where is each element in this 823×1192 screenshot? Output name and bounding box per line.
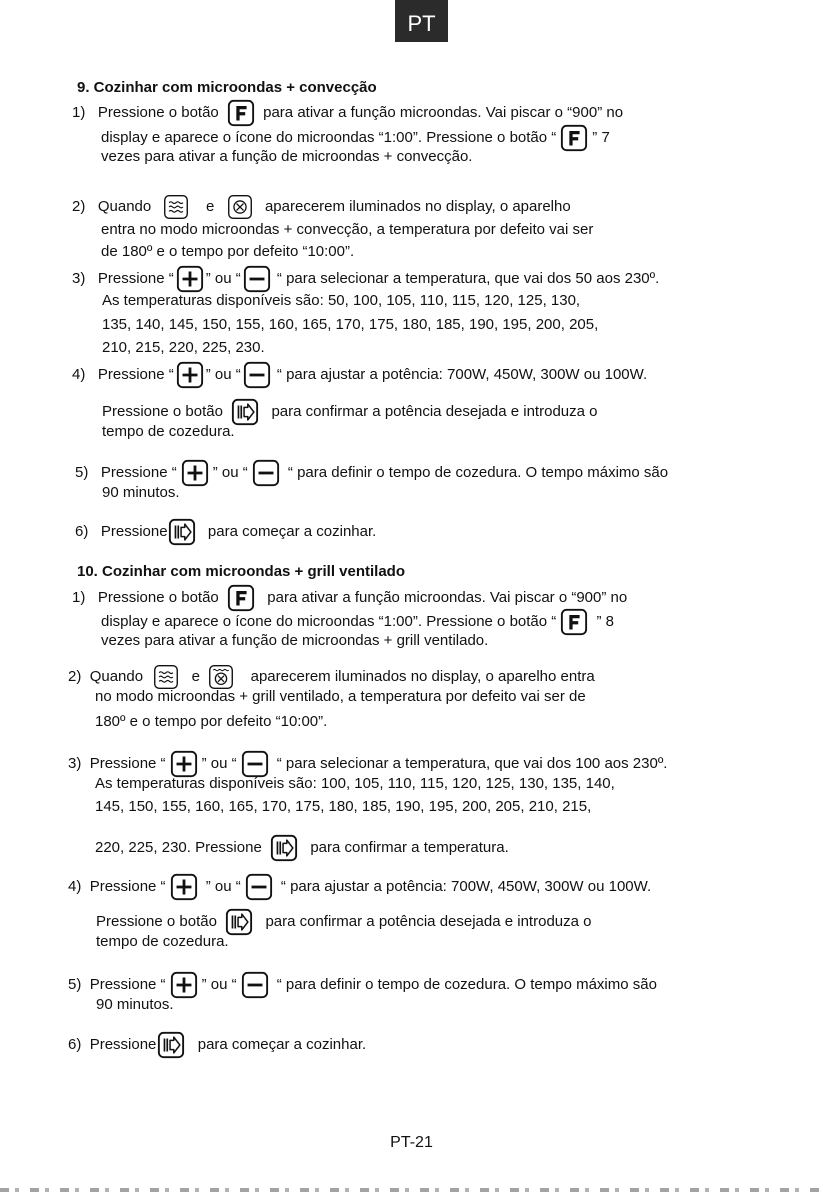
language-tab: PT (395, 0, 448, 42)
step-number: 1) (72, 103, 86, 121)
s9-step-2 (72, 194, 571, 220)
step-number: 2) (68, 667, 82, 685)
step-text: Pressione o botão (97, 103, 219, 121)
step-text: Quando (89, 667, 144, 685)
s9-step-2-line3: de 180º e o tempo por defeito “10:00”. (101, 243, 355, 260)
s9-step-3 (72, 265, 659, 293)
minus-button-icon (252, 459, 280, 487)
step-text: ” ou “ (205, 269, 241, 287)
step-number: 3) (72, 269, 86, 287)
step-text: para começar a cozinhar. (197, 1035, 367, 1053)
step-text: ” ou “ (205, 877, 241, 895)
start-confirm-button-icon (225, 908, 253, 936)
step-text: Quando (97, 197, 152, 215)
step-text: ” ou “ (212, 463, 248, 481)
step-text: Pressione “ (89, 877, 166, 895)
function-button-icon (560, 608, 588, 636)
minus-button-icon (243, 265, 271, 293)
s10-step-1-line3: vezes para ativar a função de microondas + grill ventilado. (101, 632, 489, 649)
plus-button-icon (176, 361, 204, 389)
s9-step-4 (72, 361, 647, 389)
step-number: 2) (72, 197, 86, 215)
step-text: ” 7 (592, 128, 610, 146)
s9-step-1 (72, 99, 623, 127)
start-confirm-button-icon (157, 1031, 185, 1059)
step-text: para começar a cozinhar. (207, 522, 377, 540)
step-text: Pressione “ (100, 463, 177, 481)
step-text: aparecerem iluminados no display, o aparelho entra (250, 667, 595, 685)
s10-step-3-line2: As temperaturas disponíveis são: 100, 105, 110, 115, 120, 125, 130, 135, 140, (95, 775, 615, 792)
step-text: ” 8 (596, 612, 614, 630)
minus-button-icon (245, 873, 273, 901)
s9-step-3-line3: 135, 140, 145, 150, 155, 160, 165, 170, 175, 180, 185, 190, 195, 200, 205, (102, 316, 599, 333)
step-text: “ para selecionar a temperatura, que vai dos 50 aos 230º. (276, 269, 660, 287)
s10-step-3-line3: 145, 150, 155, 160, 165, 170, 175, 180, 185, 190, 195, 200, 205, 210, 215, (95, 798, 592, 815)
minus-button-icon (241, 971, 269, 999)
step-text: “ para selecionar a temperatura, que vai dos 100 aos 230º. (276, 754, 668, 772)
scan-artifact (0, 1188, 823, 1192)
step-text: ” ou “ (205, 365, 241, 383)
step-text: ” ou “ (201, 975, 237, 993)
function-button-icon (227, 99, 255, 127)
step-text: Pressione “ (97, 365, 174, 383)
s9-step-1-line3: vezes para ativar a função de microondas + convecção. (101, 148, 473, 165)
step-number: 6) (68, 1035, 82, 1053)
step-text: para confirmar a potência desejada e introduza o (271, 402, 598, 420)
microwave-waves-icon (163, 194, 189, 220)
start-confirm-button-icon (270, 834, 298, 862)
step-text: para confirmar a potência desejada e introduza o (265, 912, 592, 930)
s9-step-3-line2: As temperaturas disponíveis são: 50, 100, 105, 110, 115, 120, 125, 130, (102, 292, 581, 309)
plus-button-icon (170, 873, 198, 901)
step-text: para confirmar a temperatura. (310, 838, 509, 856)
s9-step-6 (75, 518, 376, 546)
page-number: PT-21 (390, 1134, 433, 1151)
step-number: 4) (68, 877, 82, 895)
plus-button-icon (170, 971, 198, 999)
step-number: 4) (72, 365, 86, 383)
step-text: “ para ajustar a potência: 700W, 450W, 300W ou 100W. (280, 877, 652, 895)
function-button-icon (560, 124, 588, 152)
s9-step-3-line4: 210, 215, 220, 225, 230. (102, 339, 265, 356)
s9-step-5-line2: 90 minutos. (102, 484, 180, 501)
step-text: Pressione “ (97, 269, 174, 287)
section-9-title: 9. Cozinhar com microondas + convecção (77, 79, 377, 96)
s10-step-6 (68, 1031, 366, 1059)
step-text: Pressione o botão (96, 912, 217, 930)
s10-step-5-line2: 90 minutos. (96, 996, 174, 1013)
s10-step-3-line4 (95, 834, 509, 862)
step-text: “ para ajustar a potência: 700W, 450W, 300W ou 100W. (276, 365, 648, 383)
step-text: ” ou “ (201, 754, 237, 772)
step-number: 6) (75, 522, 89, 540)
plus-button-icon (181, 459, 209, 487)
step-text: “ para definir o tempo de cozedura. O tempo máximo são (276, 975, 657, 993)
step-text: Pressione (100, 522, 168, 540)
s10-step-2-line2: no modo microondas + grill ventilado, a temperatura por defeito vai ser de (95, 688, 586, 705)
minus-button-icon (243, 361, 271, 389)
step-text: display e aparece o ícone do microondas “1:00”. Pressione o botão “ (101, 612, 557, 630)
step-number: 1) (72, 588, 86, 606)
step-number: 3) (68, 754, 82, 772)
step-text: para ativar a função microondas. Vai piscar o “900” no (267, 588, 628, 606)
step-text: aparecerem iluminados no display, o aparelho (264, 197, 571, 215)
step-text: Pressione “ (89, 754, 166, 772)
s10-step-4-line3: tempo de cozedura. (96, 933, 229, 950)
s10-step-2-line3: 180º e o tempo por defeito “10:00”. (95, 713, 328, 730)
s10-step-4 (68, 873, 651, 901)
step-text: e (191, 667, 200, 685)
s9-step-2-line2: entra no modo microondas + convecção, a temperatura por defeito vai ser (101, 221, 594, 238)
start-confirm-button-icon (231, 398, 259, 426)
step-number: 5) (68, 975, 82, 993)
step-text: Pressione “ (89, 975, 166, 993)
section-10-title: 10. Cozinhar com microondas + grill ventilado (77, 563, 405, 580)
step-text: e (205, 197, 215, 215)
start-confirm-button-icon (168, 518, 196, 546)
convection-fan-icon (227, 194, 253, 220)
step-text: 220, 225, 230. Pressione (95, 838, 262, 856)
step-text: display e aparece o ícone do microondas “1:00”. Pressione o botão “ (101, 128, 557, 146)
step-text: Pressione (89, 1035, 157, 1053)
step-text: Pressione o botão (102, 402, 223, 420)
step-text: Pressione o botão (97, 588, 219, 606)
s9-step-4-line3: tempo de cozedura. (102, 423, 235, 440)
step-text: “ para definir o tempo de cozedura. O tempo máximo são (287, 463, 669, 481)
plus-button-icon (176, 265, 204, 293)
step-number: 5) (75, 463, 89, 481)
step-text: para ativar a função microondas. Vai piscar o “900” no (263, 103, 624, 121)
